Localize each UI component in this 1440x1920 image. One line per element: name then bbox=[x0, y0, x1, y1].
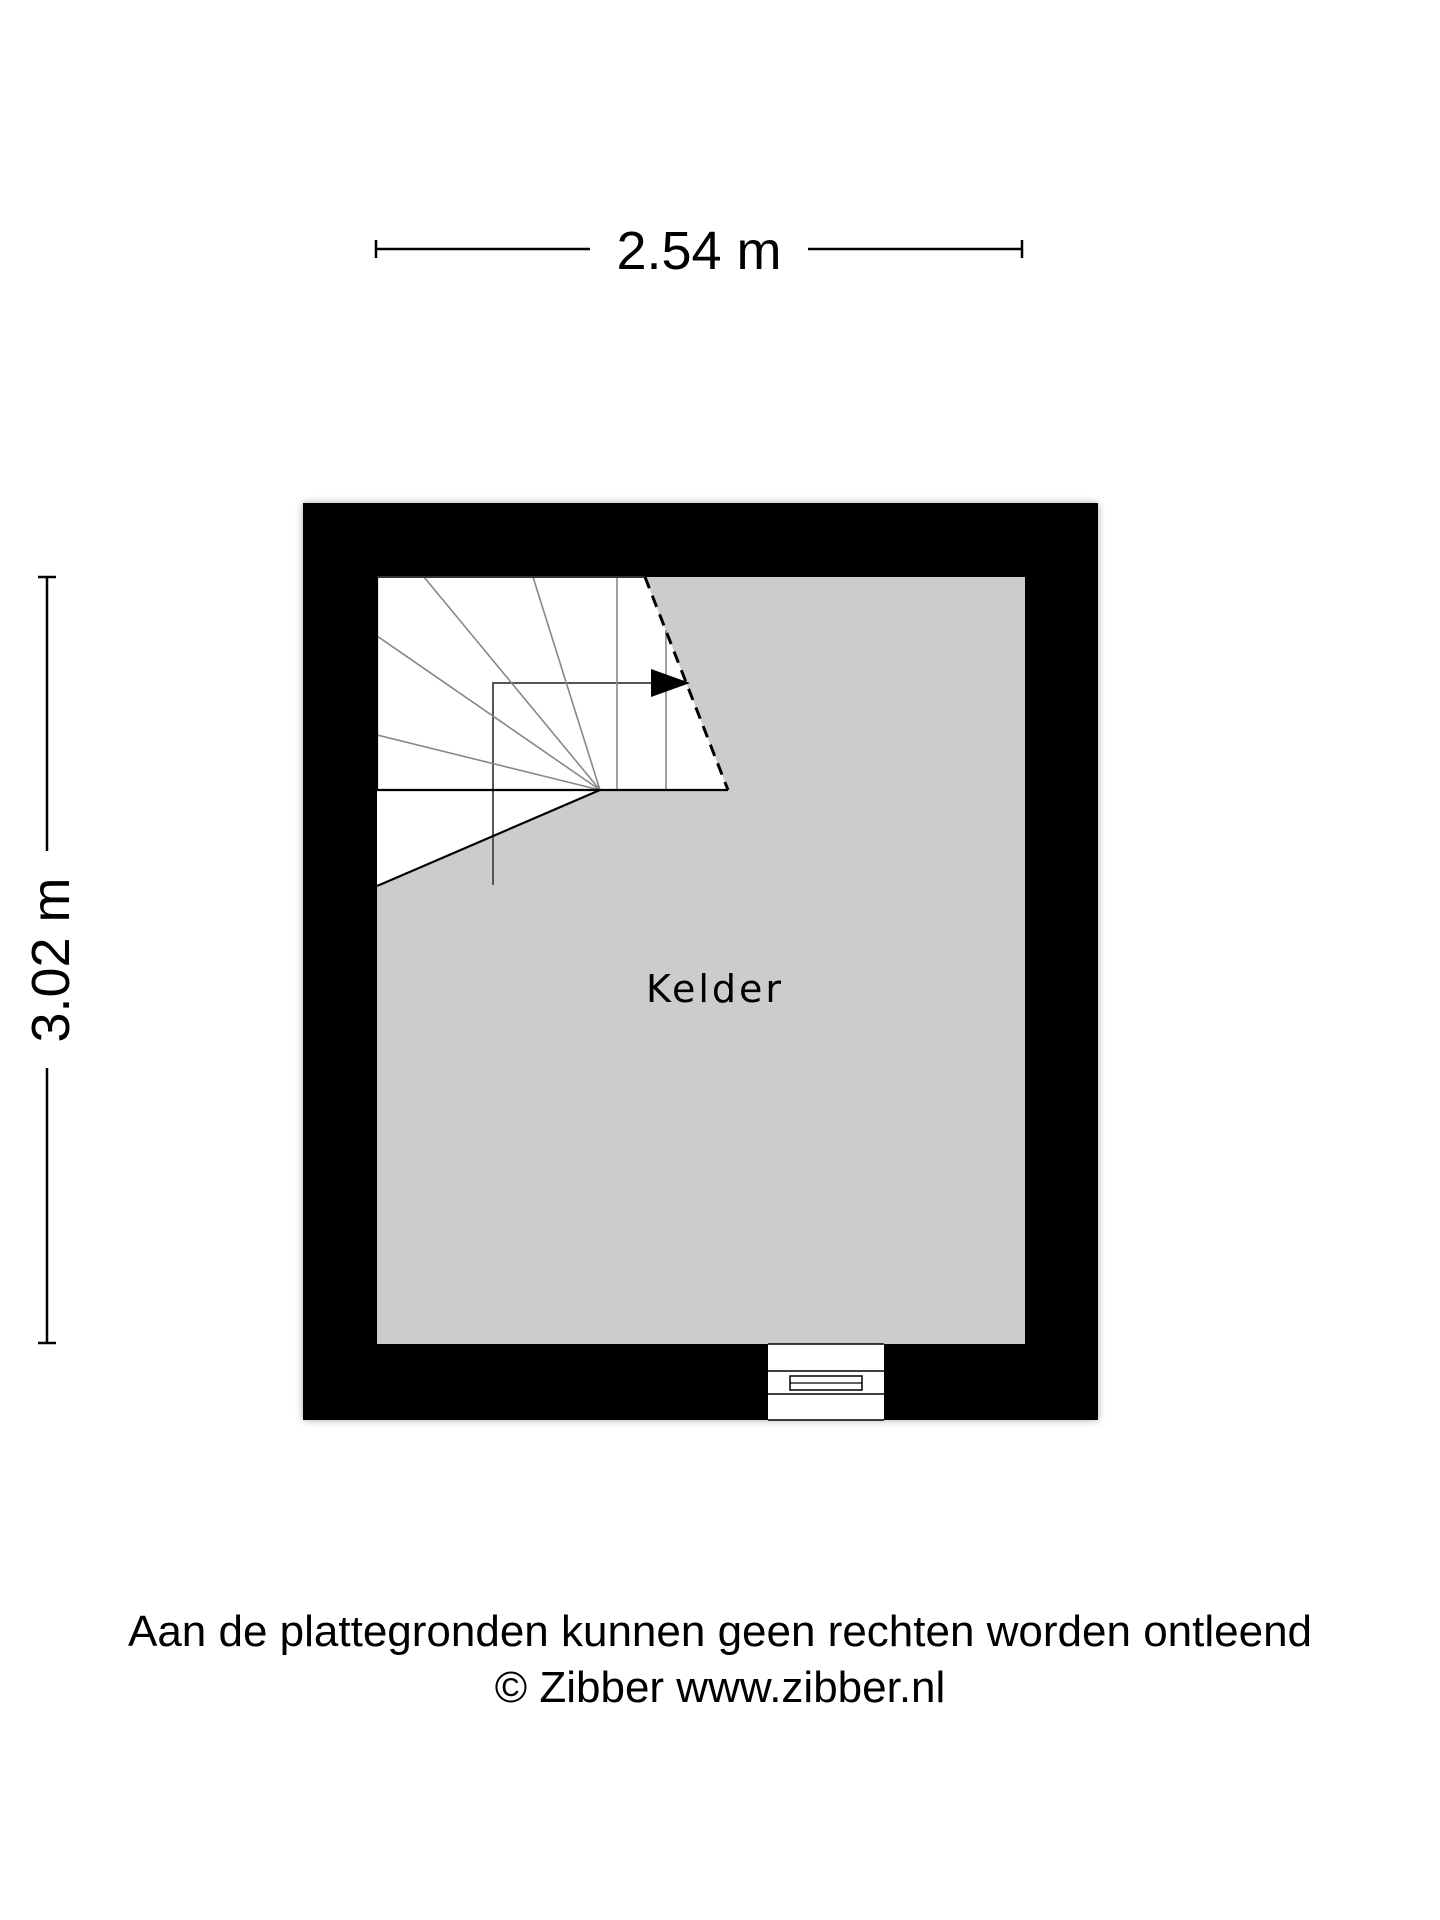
window bbox=[768, 1344, 884, 1420]
height-dimension-label: 3.02 m bbox=[21, 877, 81, 1043]
room-label: Kelder bbox=[645, 967, 785, 1011]
width-dimension bbox=[376, 221, 1022, 281]
disclaimer-text: Aan de plattegronden kunnen geen rechten worden ontleend bbox=[127, 1607, 1313, 1656]
height-dimension bbox=[21, 577, 81, 1343]
footer bbox=[0, 1604, 1440, 1716]
credit-text: © Zibber www.zibber.nl bbox=[494, 1663, 946, 1712]
width-dimension-label: 2.54 m bbox=[616, 221, 782, 281]
